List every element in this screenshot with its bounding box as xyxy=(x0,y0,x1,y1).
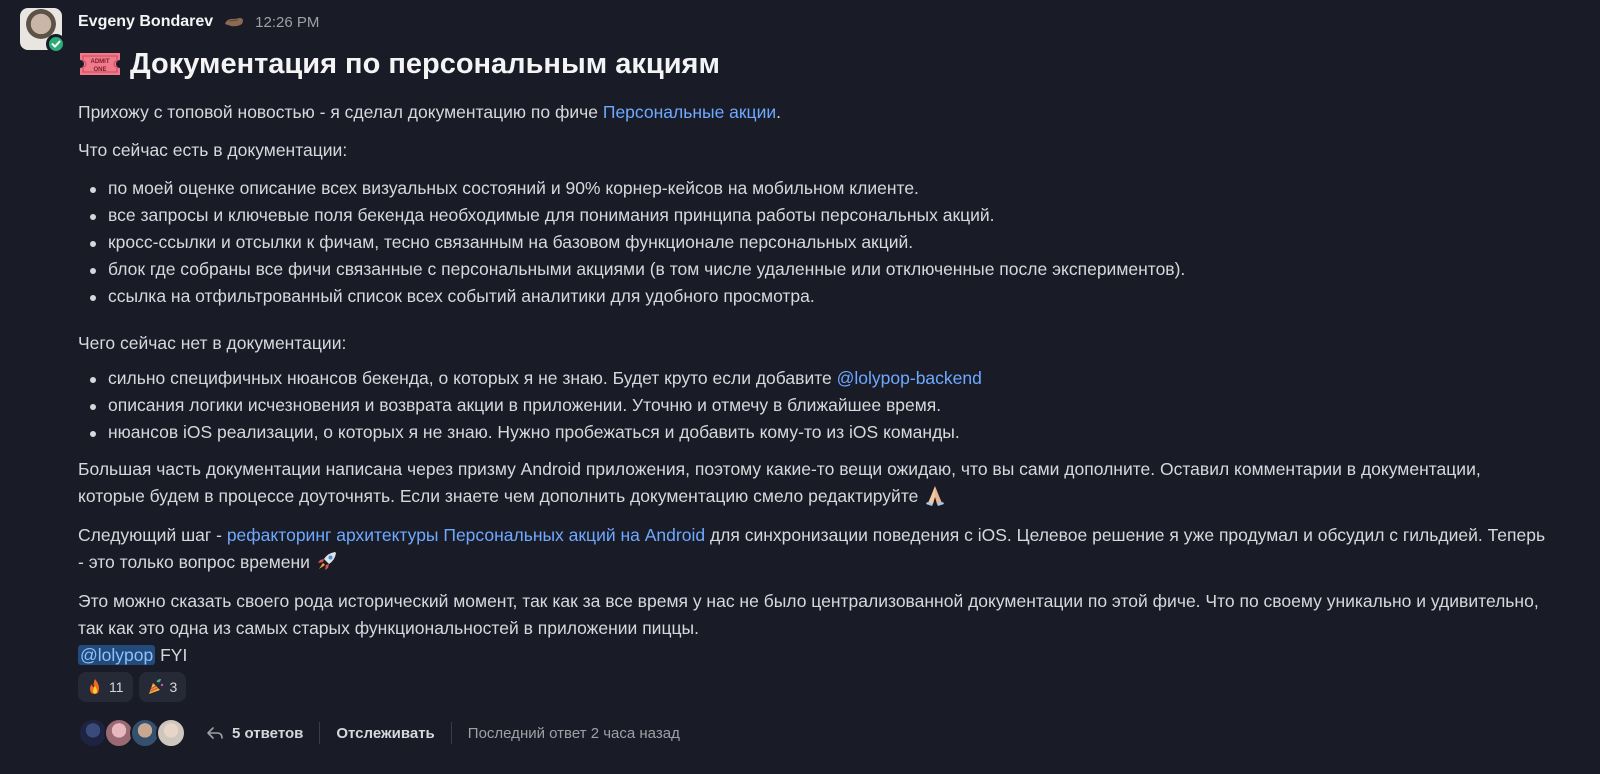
intro-paragraph xyxy=(78,99,1578,126)
has-list xyxy=(78,175,1185,310)
lolypop-mention[interactable]: @lolypop xyxy=(80,645,154,665)
message-content xyxy=(78,8,1578,742)
replies-count-button[interactable]: 5 ответов xyxy=(232,724,304,742)
fire-icon xyxy=(86,678,104,696)
fyi-text: FYI xyxy=(155,645,188,665)
refactoring-link[interactable]: рефакторинг архитектуры Персональных акций на Android xyxy=(226,525,706,545)
divider xyxy=(319,722,320,744)
timestamp[interactable]: 12:26 PM xyxy=(255,13,320,31)
android-text: Большая часть документации написана через призму Android приложения, поэтому какие-то вещи ожидаю, что вы сами дополните. Оставил комментарии в документации, которые будем в процессе доуточнять. Если знаете чем дополнить документацию смело редактируйте xyxy=(78,459,1481,506)
list-item: блок где собраны все фичи связанные с персональными акциями (в том числе удаленные или отключенные после экспериментов). xyxy=(108,256,1185,283)
message-title: Документация по персональным акциям xyxy=(130,47,720,80)
list-item: все запросы и ключевые поля бекенда необходимые для понимания принципа работы персональных акций. xyxy=(108,202,1185,229)
author-name[interactable]: Evgeny Bondarev xyxy=(78,13,214,30)
next-step-paragraph xyxy=(78,522,1548,576)
svg-text:ONE: ONE xyxy=(93,67,107,73)
divider xyxy=(451,722,452,744)
reply-arrow-icon xyxy=(206,726,224,740)
list-item: ссылка на отфильтрованный список всех событий аналитики для удобного просмотра. xyxy=(108,283,1185,310)
last-reply-text: Последний ответ 2 часа назад xyxy=(467,724,680,742)
thread-participants[interactable] xyxy=(78,718,182,748)
reaction-count: 11 xyxy=(109,679,124,695)
status-emoji-icon xyxy=(223,15,245,29)
admit-one-ticket-icon xyxy=(78,50,122,78)
backend-mention[interactable]: @lolypop-backend xyxy=(836,368,982,388)
reaction-count: 3 xyxy=(169,679,178,695)
rocket-icon xyxy=(315,549,339,573)
missing-list xyxy=(78,365,982,446)
list-item: кросс-ссылки и отсылки к фичам, тесно связанным на базовом функционале персональных акций. xyxy=(108,229,1185,256)
reaction-fire[interactable] xyxy=(78,672,133,702)
has-heading: Что сейчас есть в документации: xyxy=(78,140,348,160)
next-text-end: для синхронизации поведения с iOS. Целевое решение я уже продумал и обсудил с гильдией. Теперь - это только вопрос времени xyxy=(78,525,1546,572)
party-popper-icon xyxy=(147,678,165,696)
reaction-party[interactable] xyxy=(139,672,187,702)
folded-hands-icon xyxy=(923,483,947,507)
list-item: описания логики исчезновения и возврата акции в приложении. Уточню и отмечу в ближайшее время. xyxy=(108,392,982,419)
presence-indicator-icon xyxy=(46,34,66,54)
historic-text: Это можно сказать своего рода исторический момент, так как за все время у нас не было централизованной документации по этой фиче. Что по своему уникально и удивительно, так как это одна из самых старых функциональностей в приложении пиццы. xyxy=(78,591,1539,638)
message-header xyxy=(78,8,1578,36)
android-paragraph xyxy=(78,456,1548,510)
list-item xyxy=(108,365,982,392)
missing-heading: Чего сейчас нет в документации: xyxy=(78,333,347,353)
reactions-bar xyxy=(78,672,186,702)
personal-promos-link[interactable]: Персональные акции xyxy=(602,102,777,122)
follow-button[interactable]: Отслеживать xyxy=(336,724,435,742)
list-item: нюансов iOS реализации, о которых я не знаю. Нужно пробежаться и добавить кому-то из iOS команды. xyxy=(108,419,982,446)
list-item-text: сильно специфичных нюансов бекенда, о которых я не знаю. Будет круто если добавите xyxy=(108,368,837,388)
intro-text: Прихожу с топовой новостью - я сделал документацию по фиче xyxy=(78,102,603,122)
title-line xyxy=(78,46,1578,82)
svg-text:ADMIT: ADMIT xyxy=(90,59,110,65)
next-text: Следующий шаг - xyxy=(78,525,227,545)
list-item: по моей оценке описание всех визуальных состояний и 90% корнер-кейсов на мобильном клиенте. xyxy=(108,175,1185,202)
author-avatar[interactable] xyxy=(20,8,62,50)
historic-paragraph xyxy=(78,588,1548,669)
participant-avatar xyxy=(156,718,186,748)
thread-bar xyxy=(78,716,680,750)
intro-end: . xyxy=(776,102,781,122)
